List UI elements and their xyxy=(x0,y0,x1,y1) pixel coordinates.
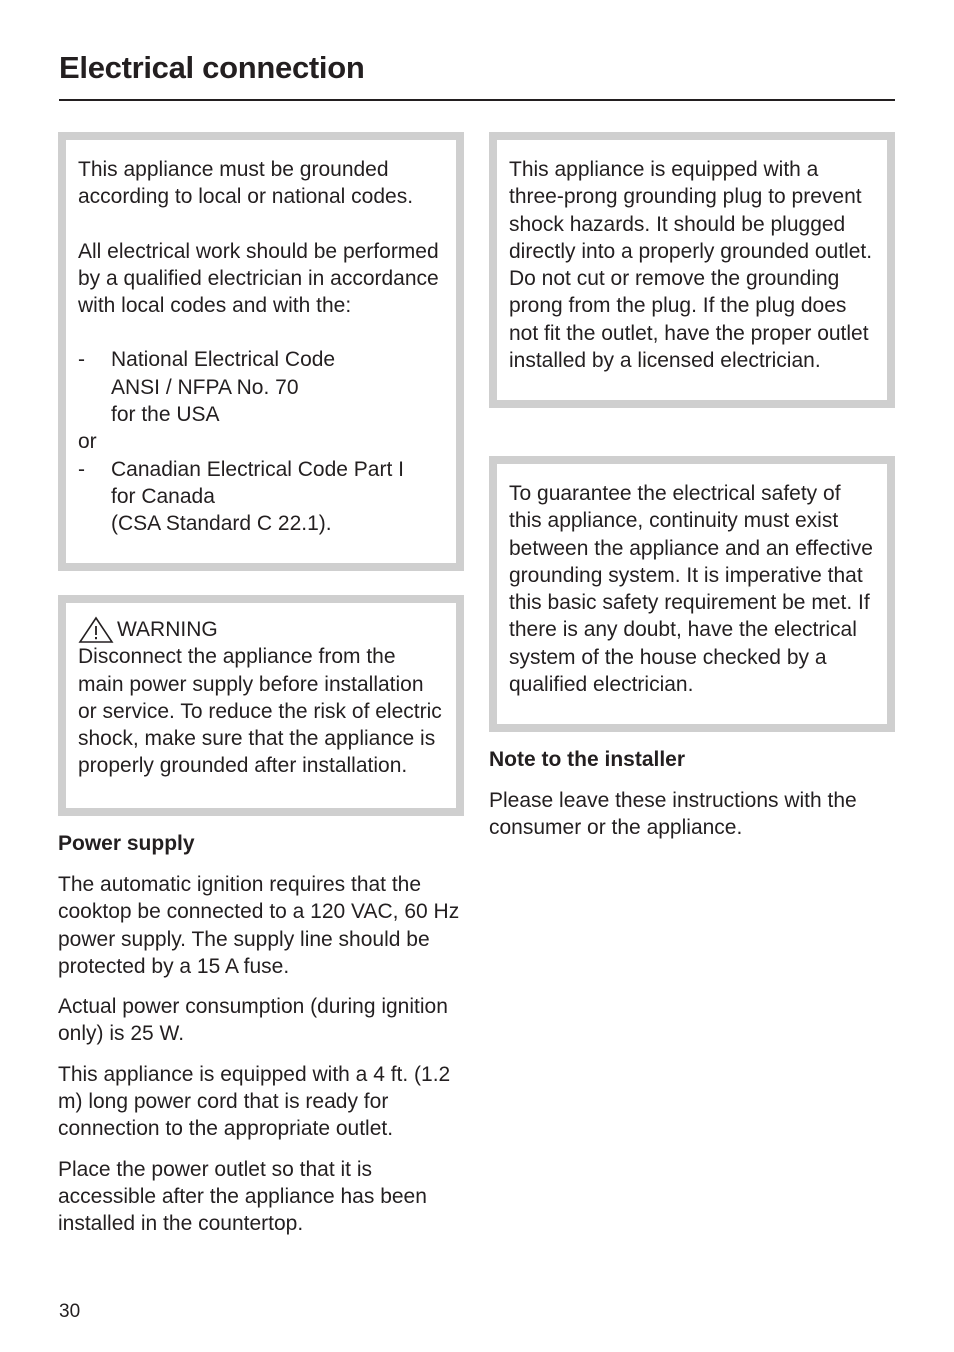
code-name: Canadian Electrical Code Part I xyxy=(111,457,404,481)
page-title: Electrical connection xyxy=(59,50,365,85)
grounding-box xyxy=(58,132,464,571)
grounding-para-1: This appliance must be grounded according to local or national codes. xyxy=(78,158,414,209)
code-standard: (CSA Standard C 22.1). xyxy=(111,512,332,536)
electrical-code-list xyxy=(78,346,446,537)
installer-note-section xyxy=(489,746,895,842)
warning-label: WARNING xyxy=(117,618,218,641)
code-name: National Electrical Code xyxy=(111,348,336,372)
right-column xyxy=(489,132,895,842)
warning-box xyxy=(58,595,464,816)
page-number: 30 xyxy=(59,1301,81,1322)
list-item xyxy=(78,346,446,428)
list-dash: - xyxy=(78,457,85,481)
safety-text: To guarantee the electrical safety of this appliance, continuity must exist between the appliance and an effective grounding system. It is imperative that this basic safety requirement be met. If there is any doubt, have the electrical system of the house checked by a qualified electrician. xyxy=(509,482,873,697)
plug-text: This appliance is equipped with a three-prong grounding plug to prevent shock hazards. It should be plugged directly into a properly grounded outlet. Do not cut or remove the grounding prong from the plug. If the plug does not fit the outlet, have the proper outlet installed by a licensed electrician. xyxy=(509,158,873,373)
grounding-para-2: All electrical work should be performed by a qualified electrician in accordance with local codes and with the: xyxy=(78,239,439,318)
code-region: for the USA xyxy=(111,403,220,427)
warning-header xyxy=(78,616,446,643)
plug-box xyxy=(489,132,895,408)
warning-text: Disconnect the appliance from the main power supply before installation or service. To reduce the risk of electric shock, make sure that the appliance is properly grounded after installation. xyxy=(78,645,442,778)
power-supply-section xyxy=(58,830,464,1238)
list-item xyxy=(78,456,446,538)
installer-note-text: Please leave these instructions with the consumer or the appliance. xyxy=(489,789,857,840)
power-supply-para-3: This appliance is equipped with a 4 ft. (1.2 m) long power cord that is ready for connection to the appropriate outlet. xyxy=(58,1062,451,1141)
safety-box xyxy=(489,456,895,732)
warning-triangle-icon xyxy=(78,616,114,643)
power-supply-para-4: Place the power outlet so that it is accessible after the appliance has been installed in the countertop. xyxy=(58,1157,427,1236)
power-supply-para-2: Actual power consumption (during ignition only) is 25 W. xyxy=(58,995,448,1046)
or-text: or xyxy=(78,430,97,454)
power-supply-para-1: The automatic ignition requires that the cooktop be connected to a 120 VAC, 60 Hz power supply. The supply line should be protected by a 15 A fuse. xyxy=(58,873,460,978)
list-dash: - xyxy=(78,348,85,372)
title-rule xyxy=(59,99,895,101)
code-standard: ANSI / NFPA No. 70 xyxy=(111,375,299,399)
installer-note-heading: Note to the installer xyxy=(489,748,686,771)
left-column xyxy=(58,132,464,1238)
code-region: for Canada xyxy=(111,484,215,508)
power-supply-heading: Power supply xyxy=(58,832,195,855)
